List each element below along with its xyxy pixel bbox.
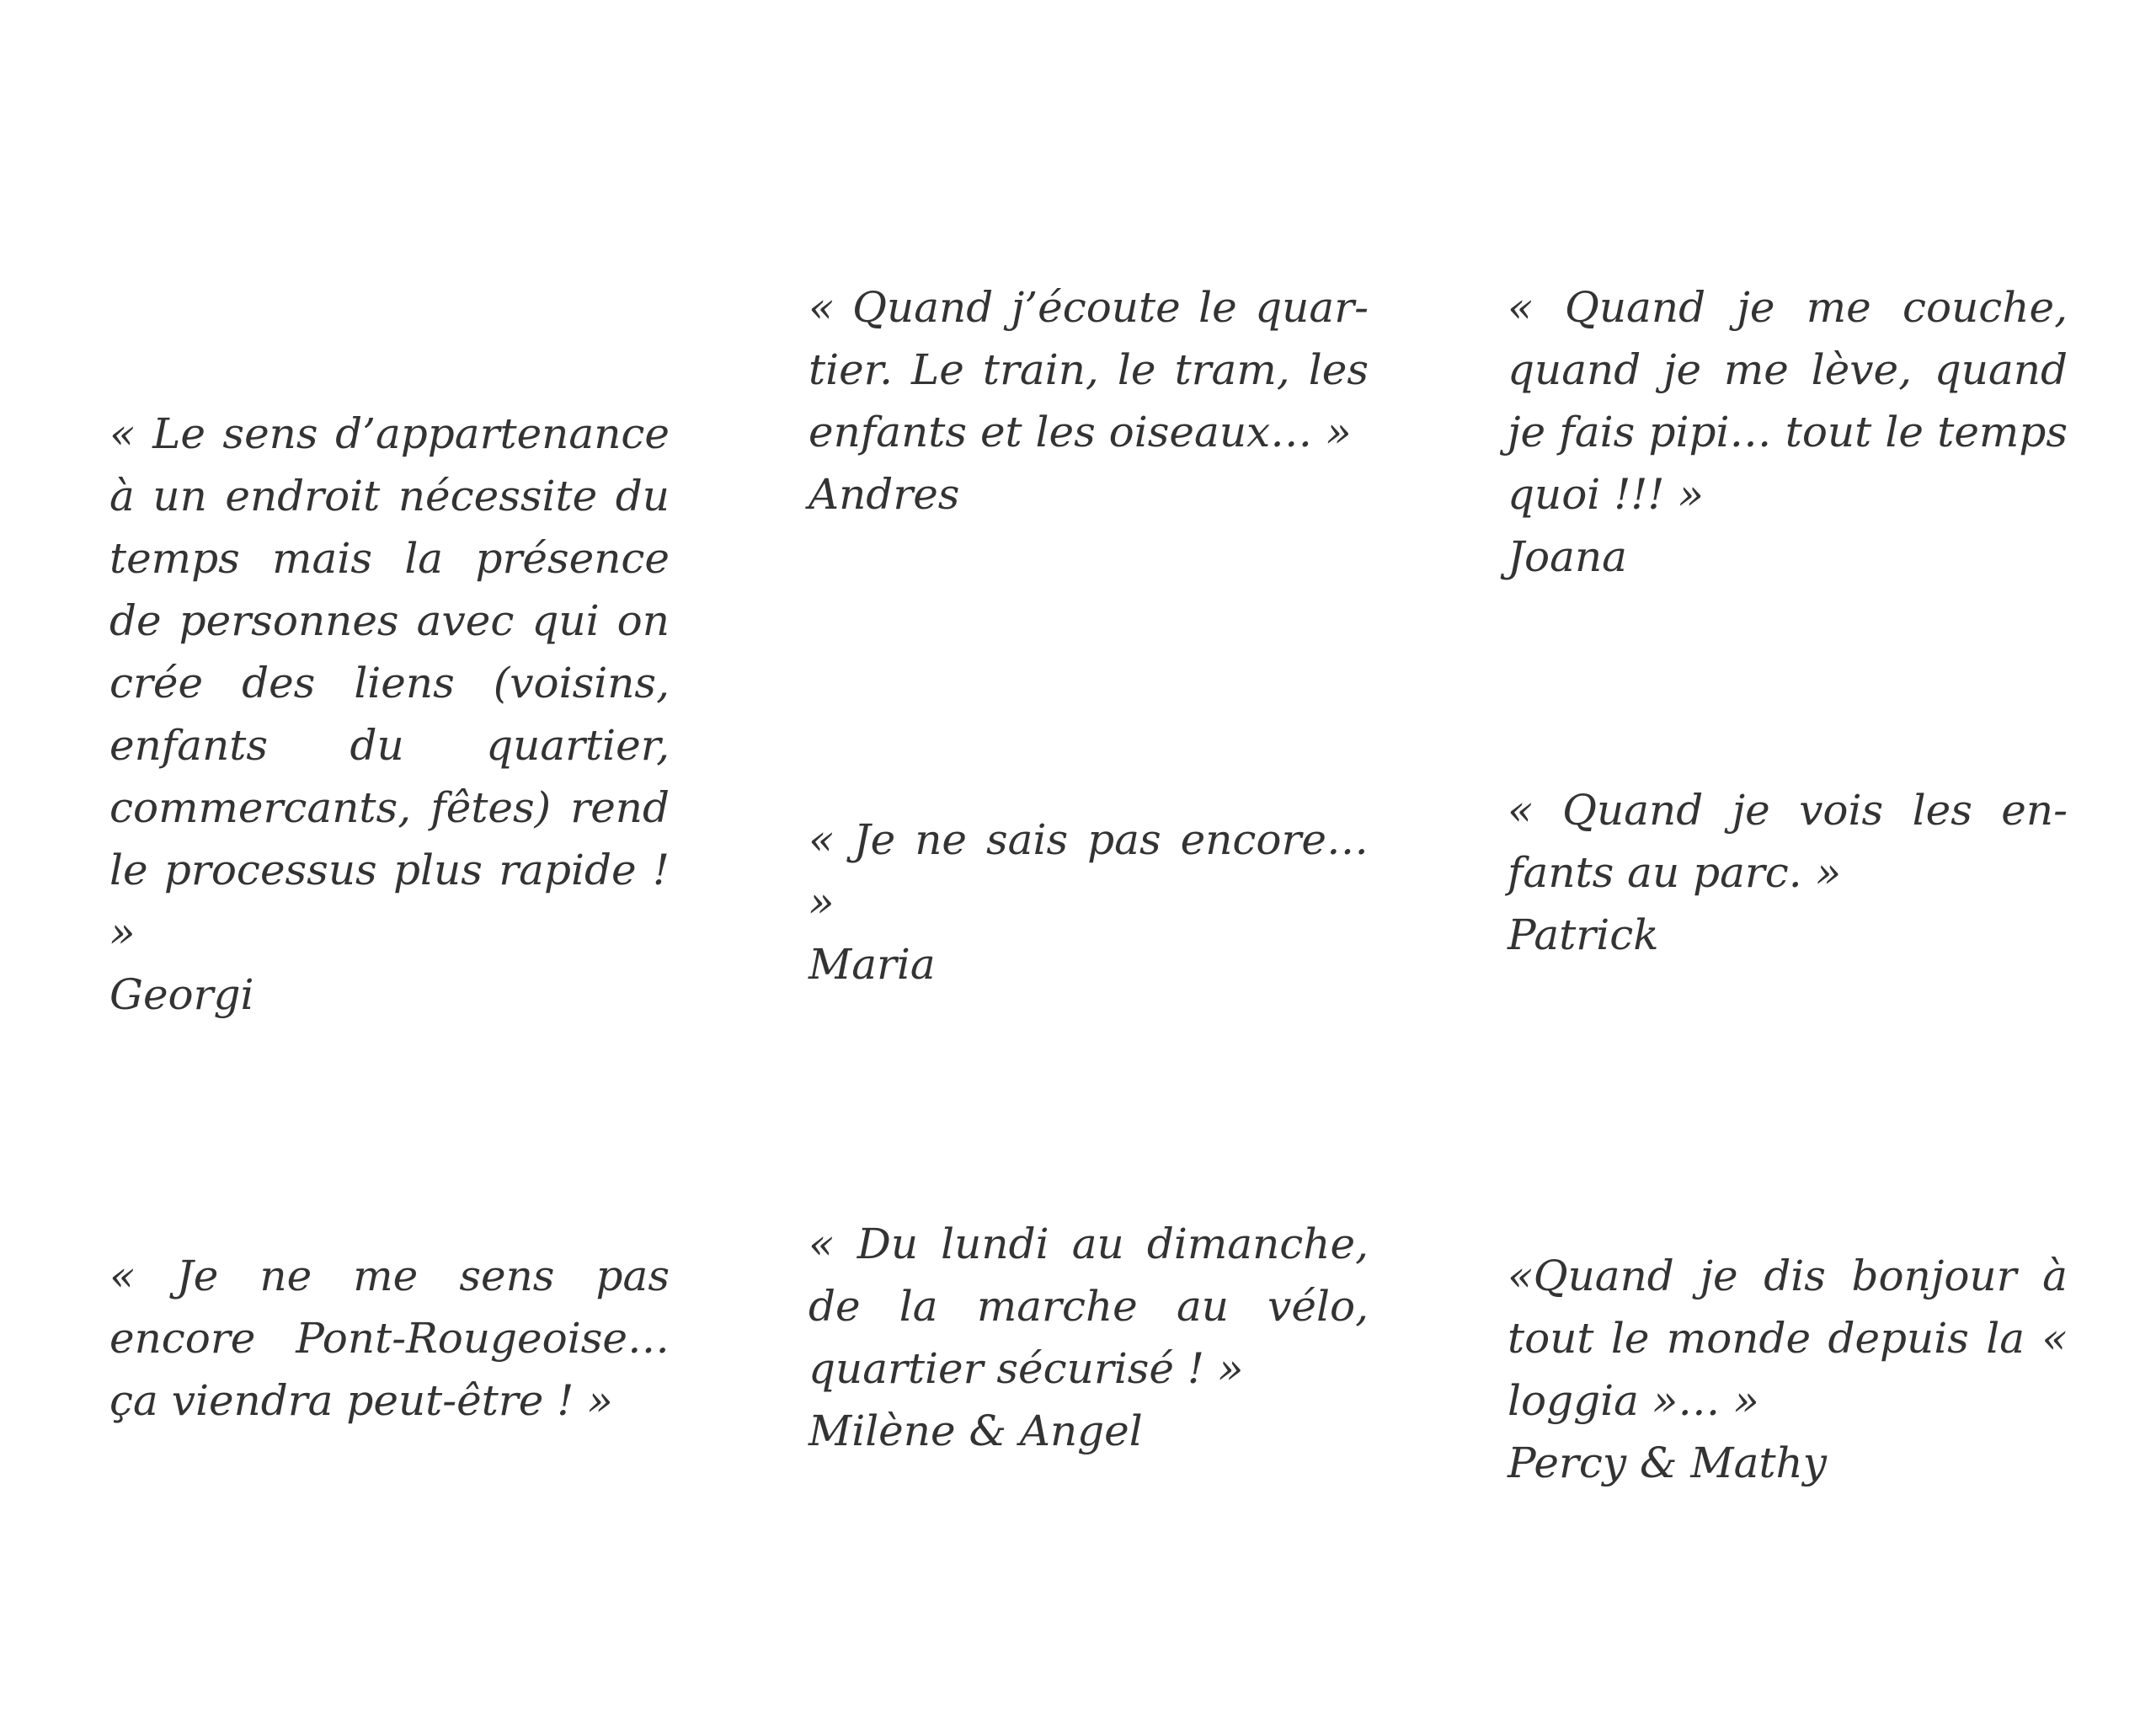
quote-author: Georgi [109,970,254,1019]
quote-author: Percy & Mathy [1508,1438,1827,1487]
quote-text: « Quand je vois les enfants au parc. » [1508,786,2068,897]
quote-text: « Quand je me couche, quand je me lève, quand je fais pipi… tout le temps quoi !!! » [1508,283,2068,519]
quote-text: « Le sens d’appartenance à un endroit nécessite du temps mais la présence de personnes avec qui on crée des liens (voisins, enfants du quartier, commercants, fêtes) rend le processus plus rapide ! » [109,409,670,957]
quote-joana [1508,276,2068,588]
quote-patrick [1508,779,2068,966]
quote-percy-mathy [1508,1245,2068,1494]
quote-author: Andres [808,470,960,519]
quote-author: Patrick [1508,910,1659,959]
quote-maria [808,809,1369,995]
quote-text: « Je ne me sens pas encore Pont-Rougeoise… ça viendra peut-être ! » [109,1252,670,1425]
quote-pont-rougeoise [109,1245,670,1432]
quote-text: « Je ne sais pas encore… » [808,815,1369,926]
quote-text: «Quand je dis bonjour à tout le monde depuis la « loggia »… » [1508,1252,2068,1425]
quote-author: Milène & Angel [808,1406,1143,1455]
quote-text: « Du lundi au dimanche, de la marche au vélo, quartier sécurisé ! » [808,1220,1369,1393]
quote-milene-angel [808,1213,1369,1462]
quote-author: Joana [1508,532,1627,581]
quote-andres [808,276,1369,526]
quote-author: Maria [808,940,936,989]
quote-text: « Quand j’écoute le quartier. Le train, le tram, les enfants et les oiseaux… » [808,283,1369,456]
quote-georgi [109,403,670,1026]
